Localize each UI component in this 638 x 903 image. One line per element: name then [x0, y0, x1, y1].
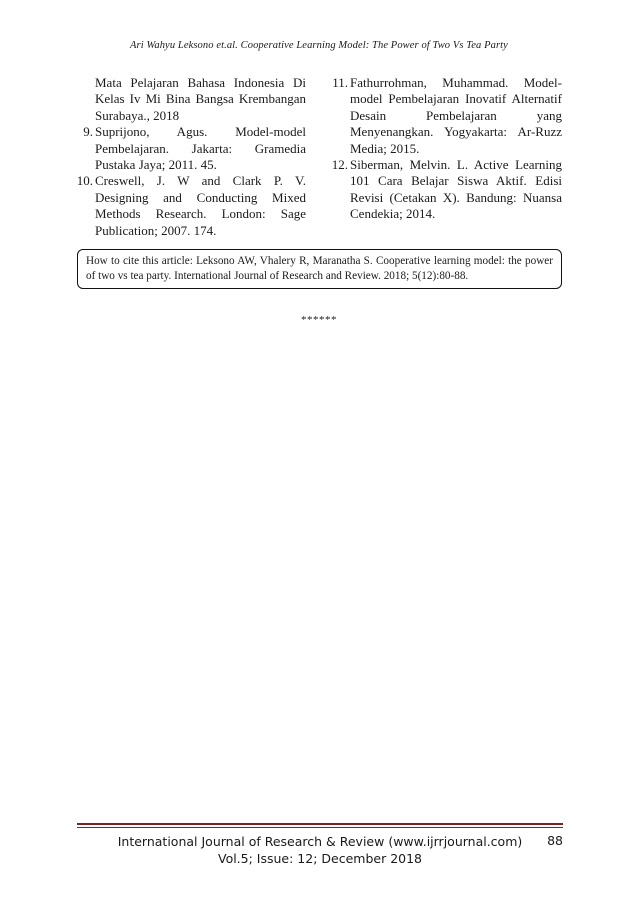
reference-text: Fathurrohman, Muhammad. Model-model Pembelajaran Inovatif Alternatif Desain Pembelajaran yang Menyenangkan. Yogyakarta: Ar-Ruzz Media; 2015. [350, 75, 562, 156]
citation-text: How to cite this article: Leksono AW, Vhalery R, Maranatha S. Cooperative learning model: the power of two vs tea party. International Journal of Research and Review. 2018; 5(12):80-88. [86, 255, 553, 282]
references-left-column [77, 75, 306, 239]
running-header: Ari Wahyu Leksono et.al. Cooperative Learning Model: The Power of Two Vs Tea Party [130, 40, 508, 51]
page-number: 88 [547, 833, 563, 848]
reference-number: 10. [76, 173, 93, 189]
footer-journal-line: International Journal of Research & Review (www.ijrrjournal.com) [117, 834, 523, 849]
footer-rule-thin [77, 827, 563, 828]
citation-box [77, 249, 562, 289]
references-right-column [332, 75, 562, 223]
page-footer [77, 833, 563, 867]
reference-item [77, 124, 306, 173]
reference-number: 11. [332, 75, 348, 90]
footer-issue-line: Vol.5; Issue: 12; December 2018 [217, 851, 423, 866]
reference-text: Creswell, J. W and Clark P. V. Designing and Conducting Mixed Methods Research. London: Sage Publication; 2007. 174. [95, 173, 306, 238]
reference-text: Suprijono, Agus. Model-model Pembelajaran. Jakarta: Gramedia Pustaka Jaya; 2011. 45. [95, 124, 306, 173]
reference-text: Siberman, Melvin. L. Active Learning 101 Cara Belajar Siswa Aktif. Edisi Revisi (Cetakan X). Bandung: Nuansa Cendekia; 2014. [350, 157, 562, 222]
reference-item [332, 75, 562, 157]
reference-item [77, 173, 306, 239]
reference-number: 9. [83, 124, 93, 140]
reference-item [332, 157, 562, 223]
reference-number: 12. [331, 157, 348, 173]
section-separator: ****** [301, 314, 337, 326]
reference-continuation: Mata Pelajaran Bahasa Indonesia Di Kelas Iv Mi Bina Bangsa Krembangan Surabaya., 2018 [95, 75, 306, 123]
footer-rule [77, 823, 563, 825]
